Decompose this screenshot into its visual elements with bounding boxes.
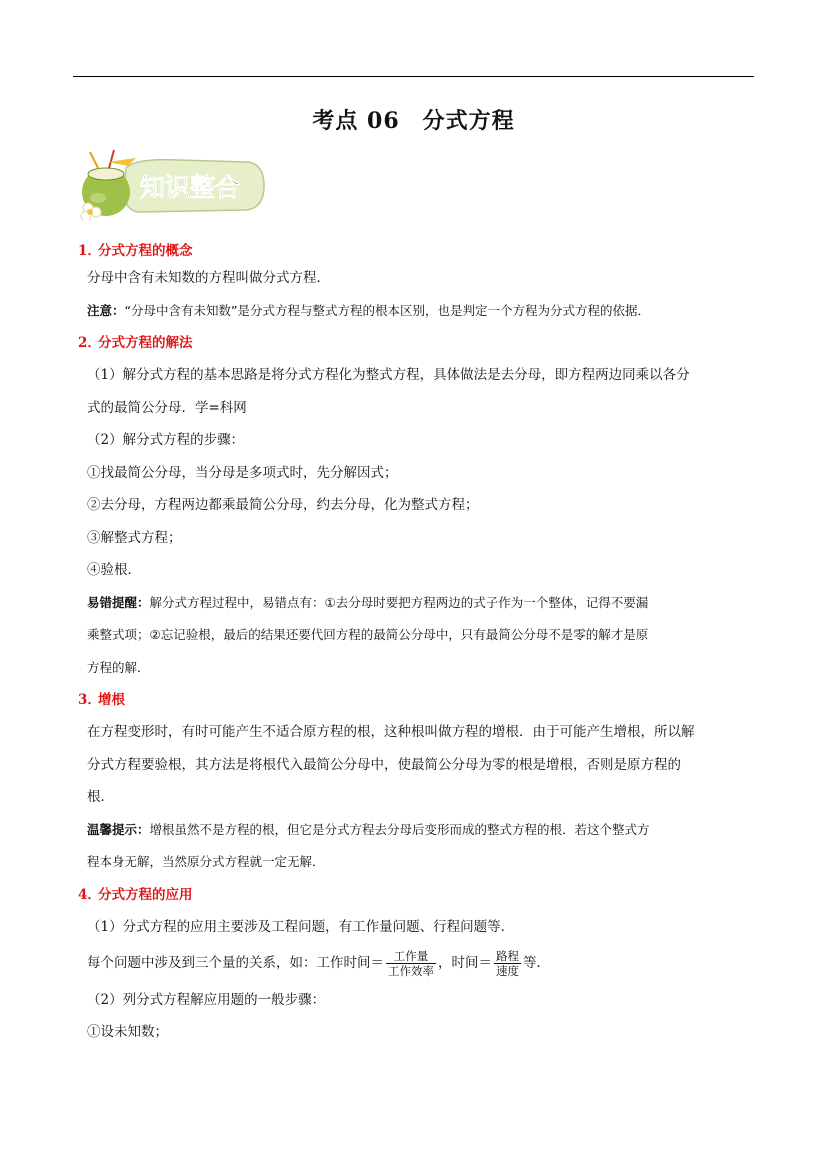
s1-paragraph: 分母中含有未知数的方程叫做分式方程．: [87, 270, 330, 286]
section-4-heading: 4．分式方程的应用: [78, 887, 193, 903]
section-3-heading: 3．增根: [78, 692, 125, 708]
s2-warning-line3: 方程的解．: [87, 660, 150, 675]
s3-para-line3: 根．: [87, 789, 114, 805]
top-rule: [73, 76, 754, 77]
s3-para-line1: 在方程变形时，有时可能产生不适合原方程的根，这种根叫做方程的增根．由于可能产生增根，所以解: [87, 724, 695, 740]
s2-para2: （2）解分式方程的步骤：: [87, 432, 245, 448]
s2-step4: ④验根．: [87, 562, 141, 578]
section-2-heading: 2．分式方程的解法: [78, 335, 193, 351]
s2-para1-line1: （1）解分式方程的基本思路是将分式方程化为整式方程，具体做法是去分母，即方程两边同乘以各分: [87, 367, 690, 383]
s3-tip-line1: 温馨提示：增根虽然不是方程的根，但它是分式方程去分母后变形而成的整式方程的根．若这个整式方: [87, 822, 650, 837]
s4-formula-line: 每个问题中涉及到三个量的关系，如：工作时间＝ $\frac{\text{工作量}}{\text{工作效率}}$ ，时间＝ $\frac{\text{路程}}{\text{速度}}$ 等．: [87, 949, 550, 978]
s2-para1-line2: 式的最简公分母．学=科网: [87, 400, 247, 416]
s2-step1: ①找最简公分母，当分母是多项式时，先分解因式；: [87, 465, 398, 481]
s4-step1: ①设未知数；: [87, 1024, 168, 1040]
section-1-heading: 1．分式方程的概念: [78, 243, 193, 259]
s1-note: 注意：“分母中含有未知数”是分式方程与整式方程的根本区别，也是判定一个方程为分式方程的依据．: [87, 303, 650, 318]
s4-para1: （1）分式方程的应用主要涉及工程问题，有工作量问题、行程问题等．: [87, 919, 515, 935]
s2-warning-line1: 易错提醒：解分式方程过程中，易错点有：①去分母时要把方程两边的式子作为一个整体，记得不要漏: [87, 595, 649, 610]
banner-title: 知识整合: [140, 173, 241, 202]
s2-step2: ②去分母，方程两边都乘最简公分母，约去分母，化为整式方程；: [87, 497, 479, 513]
s3-tip-line2: 程本身无解，当然原分式方程就一定无解．: [87, 854, 325, 869]
s3-para-line2: 分式方程要验根，其方法是将根代入最简公分母中，使最简公分母为零的根是增根，否则是原方程的: [87, 757, 681, 773]
page-title: 考点 06 分式方程: [312, 108, 515, 134]
knowledge-banner: [78, 150, 268, 220]
work-time-fraction: $\frac{\text{工作量}}{\text{工作效率}}$: [388, 949, 434, 978]
s4-para3: （2）列分式方程解应用题的一般步骤：: [87, 992, 326, 1008]
s2-step3: ③解整式方程；: [87, 530, 182, 546]
time-fraction: $\frac{\text{路程}}{\text{速度}}$: [496, 949, 519, 978]
s2-warning-line2: 乘整式项；②忘记验根，最后的结果还要代回方程的最简公分母中，只有最简公分母不是零的解才是原: [87, 627, 649, 642]
